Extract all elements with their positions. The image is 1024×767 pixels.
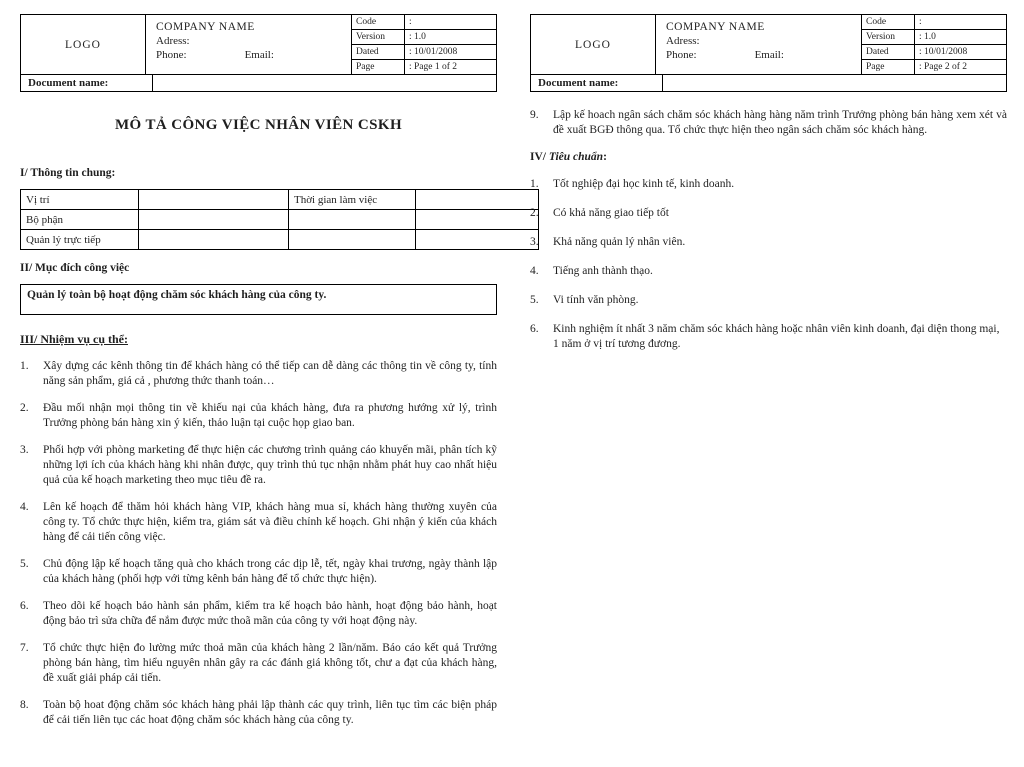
page-title: MÔ TẢ CÔNG VIỆC NHÂN VIÊN CSKH — [114, 117, 403, 133]
info-row-version — [862, 30, 1006, 45]
item-number: 6. — [20, 600, 29, 612]
item-number: 1. — [20, 360, 29, 372]
item-text: Đầu mối nhận mọi thông tin về khiếu nại của khách hàng, đưa ra phương hướng xử lý, trình Trưởng phòng bán hàng xin ý kiến, thảo luận tại cuộc họp giao ban. — [43, 402, 497, 429]
item-number: 5. — [20, 558, 29, 570]
list-item — [530, 264, 1007, 279]
item-number: 3. — [530, 236, 539, 248]
document-page-2 — [530, 14, 1007, 366]
item-text: Theo dõi kế hoạch bảo hành sản phẩm, kiểm tra kế hoạch bảo hành, hoạt động bảo hành, hoạt động bảo trì sửa chữa để nắm được mức thoã mãn của công ty với hoạt động này. — [43, 600, 497, 627]
table-row — [21, 210, 539, 230]
address-label: Adress: — [156, 35, 190, 47]
list-item — [20, 698, 497, 728]
item-text: Tốt nghiệp đại học kinh tế, kinh doanh. — [553, 178, 735, 190]
item-text: Tổ chức thực hiện đo lường mức thoả mãn của khách hàng 2 lần/năm. Báo cáo kết quả Trưởng phòng bán hàng, tìm hiểu nguyên nhân gây ra các đánh giá không tốt, chư a đạt của khách hàng, đề xuất giải pháp cải tiến. — [43, 642, 497, 684]
page-value: : Page 2 of 2 — [919, 62, 968, 72]
doc-info-table — [351, 15, 496, 74]
cell-empty — [289, 210, 416, 230]
item-number: 7. — [20, 642, 29, 654]
general-info-table — [20, 189, 539, 250]
document-name-label: Document name: — [531, 75, 663, 91]
document-name-row — [531, 75, 1006, 91]
cell-vi-tri: Vị trí — [21, 190, 139, 210]
item-text: Tiếng anh thành thạo. — [553, 265, 653, 277]
address-label: Adress: — [666, 35, 700, 47]
company-name: COMPANY NAME — [666, 21, 765, 33]
standards-list — [530, 177, 1007, 352]
company-cell — [146, 15, 351, 74]
cell-quan-ly: Quản lý trực tiếp — [21, 230, 139, 250]
item-number: 2. — [20, 402, 29, 414]
item-number: 3. — [20, 444, 29, 456]
version-value: : 1.0 — [919, 32, 936, 42]
list-item — [530, 235, 1007, 250]
list-item — [20, 443, 497, 488]
list-item — [20, 359, 497, 389]
item-number: 5. — [530, 294, 539, 306]
item-text: Chủ động lập kế hoạch tăng quà cho khách trong các dịp lễ, tết, ngày khai trương, ngày thành lập của khách hàng (phối hợp với từng kênh bán hàng để tổ chức thực hiện). — [43, 558, 497, 585]
table-row — [21, 230, 539, 250]
header-top-row — [21, 15, 496, 75]
header-top-row — [531, 15, 1006, 75]
company-cell — [656, 15, 861, 74]
email-label: Email: — [754, 49, 784, 61]
item-number: 4. — [20, 501, 29, 513]
info-row-page — [352, 60, 496, 74]
phone-email-row — [156, 48, 341, 62]
item-text: Phối hợp với phòng marketing để thực hiện các chương trình quảng cáo khuyến mãi, phân tích kỹ những lợi ích của khách hàng khi nhân được, quy trình thủ tục nhận nhằm phát huy cao nhất hiệu quả của kế hoạch marketing theo mục tiêu đề ra. — [43, 444, 497, 486]
code-label: Code — [352, 15, 405, 29]
duties-list — [20, 359, 497, 728]
info-row-code — [352, 15, 496, 30]
cell-thoi-gian-value — [416, 190, 539, 210]
section-1-heading: I/ Thông tin chung: — [20, 167, 116, 179]
section-2-heading: II/ Mục đích công việc — [20, 262, 130, 274]
list-item — [530, 177, 1007, 192]
dated-label: Dated — [862, 45, 915, 59]
list-item — [530, 206, 1007, 221]
phone-email-row — [666, 48, 851, 62]
dated-value: : 10/01/2008 — [919, 47, 968, 57]
item-text: Có khả năng giao tiếp tốt — [553, 207, 669, 219]
list-item — [20, 599, 497, 629]
cell-quan-ly-value — [139, 230, 289, 250]
version-label: Version — [352, 30, 405, 44]
phone-label: Phone: — [156, 49, 187, 61]
section-4-title: Tiêu chuẩn — [548, 151, 604, 163]
document-name-row — [21, 75, 496, 91]
document-name-label: Document name: — [21, 75, 153, 91]
item-text: Xây dựng các kênh thông tin để khách hàng có thể tiếp can dễ dàng các thông tin về công ty, tính năng sản phẩm, giá cả , phương thức thanh toán… — [43, 360, 497, 387]
item-text: Kinh nghiệm ít nhất 3 năm chăm sóc khách hàng hoặc nhân viên kinh doanh, đại diện thong mại, 1 năm ở vị trí tương đương. — [553, 323, 1000, 350]
logo-placeholder: LOGO — [531, 15, 656, 74]
section-4-heading — [530, 151, 1007, 163]
list-item-9 — [530, 108, 1007, 138]
item-number: 1. — [530, 178, 539, 190]
list-item — [20, 401, 497, 431]
code-label: Code — [862, 15, 915, 29]
item-number: 8. — [20, 699, 29, 711]
version-label: Version — [862, 30, 915, 44]
info-row-page — [862, 60, 1006, 74]
page-value: : Page 1 of 2 — [409, 62, 458, 72]
list-item — [20, 557, 497, 587]
code-value: : — [919, 17, 922, 27]
item-number: 9. — [530, 109, 539, 121]
email-label: Email: — [244, 49, 274, 61]
cell-empty — [416, 230, 539, 250]
header-table — [530, 14, 1007, 92]
page-label: Page — [862, 60, 915, 74]
phone-label: Phone: — [666, 49, 697, 61]
section-4-colon: : — [603, 151, 607, 163]
info-row-dated — [862, 45, 1006, 60]
list-item — [530, 322, 1007, 352]
cell-empty — [289, 230, 416, 250]
list-item — [20, 641, 497, 686]
cell-vi-tri-value — [139, 190, 289, 210]
section-4-prefix: IV/ — [530, 151, 549, 163]
info-row-version — [352, 30, 496, 45]
info-row-code — [862, 15, 1006, 30]
cell-empty — [416, 210, 539, 230]
item-number: 6. — [530, 323, 539, 335]
version-value: : 1.0 — [409, 32, 426, 42]
company-name: COMPANY NAME — [156, 21, 255, 33]
doc-info-table — [861, 15, 1006, 74]
list-item — [20, 500, 497, 545]
purpose-box: Quản lý toàn bộ hoạt động chăm sóc khách hàng của công ty. — [20, 284, 497, 315]
item-number: 4. — [530, 265, 539, 277]
table-row — [21, 190, 539, 210]
page-label: Page — [352, 60, 405, 74]
cell-thoi-gian: Thời gian làm việc — [289, 190, 416, 210]
item-text: Lên kế hoạch để thăm hỏi khách hàng VIP, khách hàng mua sỉ, khách hàng thường xuyên của công ty. Tổ chức thực hiện, kiểm tra, giám sát và điều chỉnh kế hoạch. Ghi nhận ý kiến của khách hàng để cải tiến công việc. — [43, 501, 497, 543]
cell-bo-phan: Bộ phận — [21, 210, 139, 230]
header-table — [20, 14, 497, 92]
list-item — [530, 293, 1007, 308]
info-row-dated — [352, 45, 496, 60]
dated-value: : 10/01/2008 — [409, 47, 458, 57]
item-text: Toàn bộ hoat động chăm sóc khách hàng phải lập thành các quy trình, liên tục tìm các biện pháp để cải tiến liên tục các hoat động chăm sóc khách hàng của công ty. — [43, 699, 497, 726]
code-value: : — [409, 17, 412, 27]
dated-label: Dated — [352, 45, 405, 59]
item-number: 2. — [530, 207, 539, 219]
item-text: Lập kế hoach ngân sách chăm sóc khách hàng hàng năm trình Trưởng phòng bán hàng xem xét và đề xuất BGĐ thông qua. Tổ chức thực hiện theo ngân sách chăm sóc khách hàng. — [553, 109, 1007, 136]
cell-bo-phan-value — [139, 210, 289, 230]
logo-placeholder: LOGO — [21, 15, 146, 74]
document-page-1 — [20, 14, 497, 740]
item-text: Khả năng quản lý nhân viên. — [553, 236, 686, 248]
section-3-heading: III/ Nhiệm vụ cụ thể: — [20, 332, 129, 346]
item-text: Vi tính văn phòng. — [553, 294, 639, 306]
